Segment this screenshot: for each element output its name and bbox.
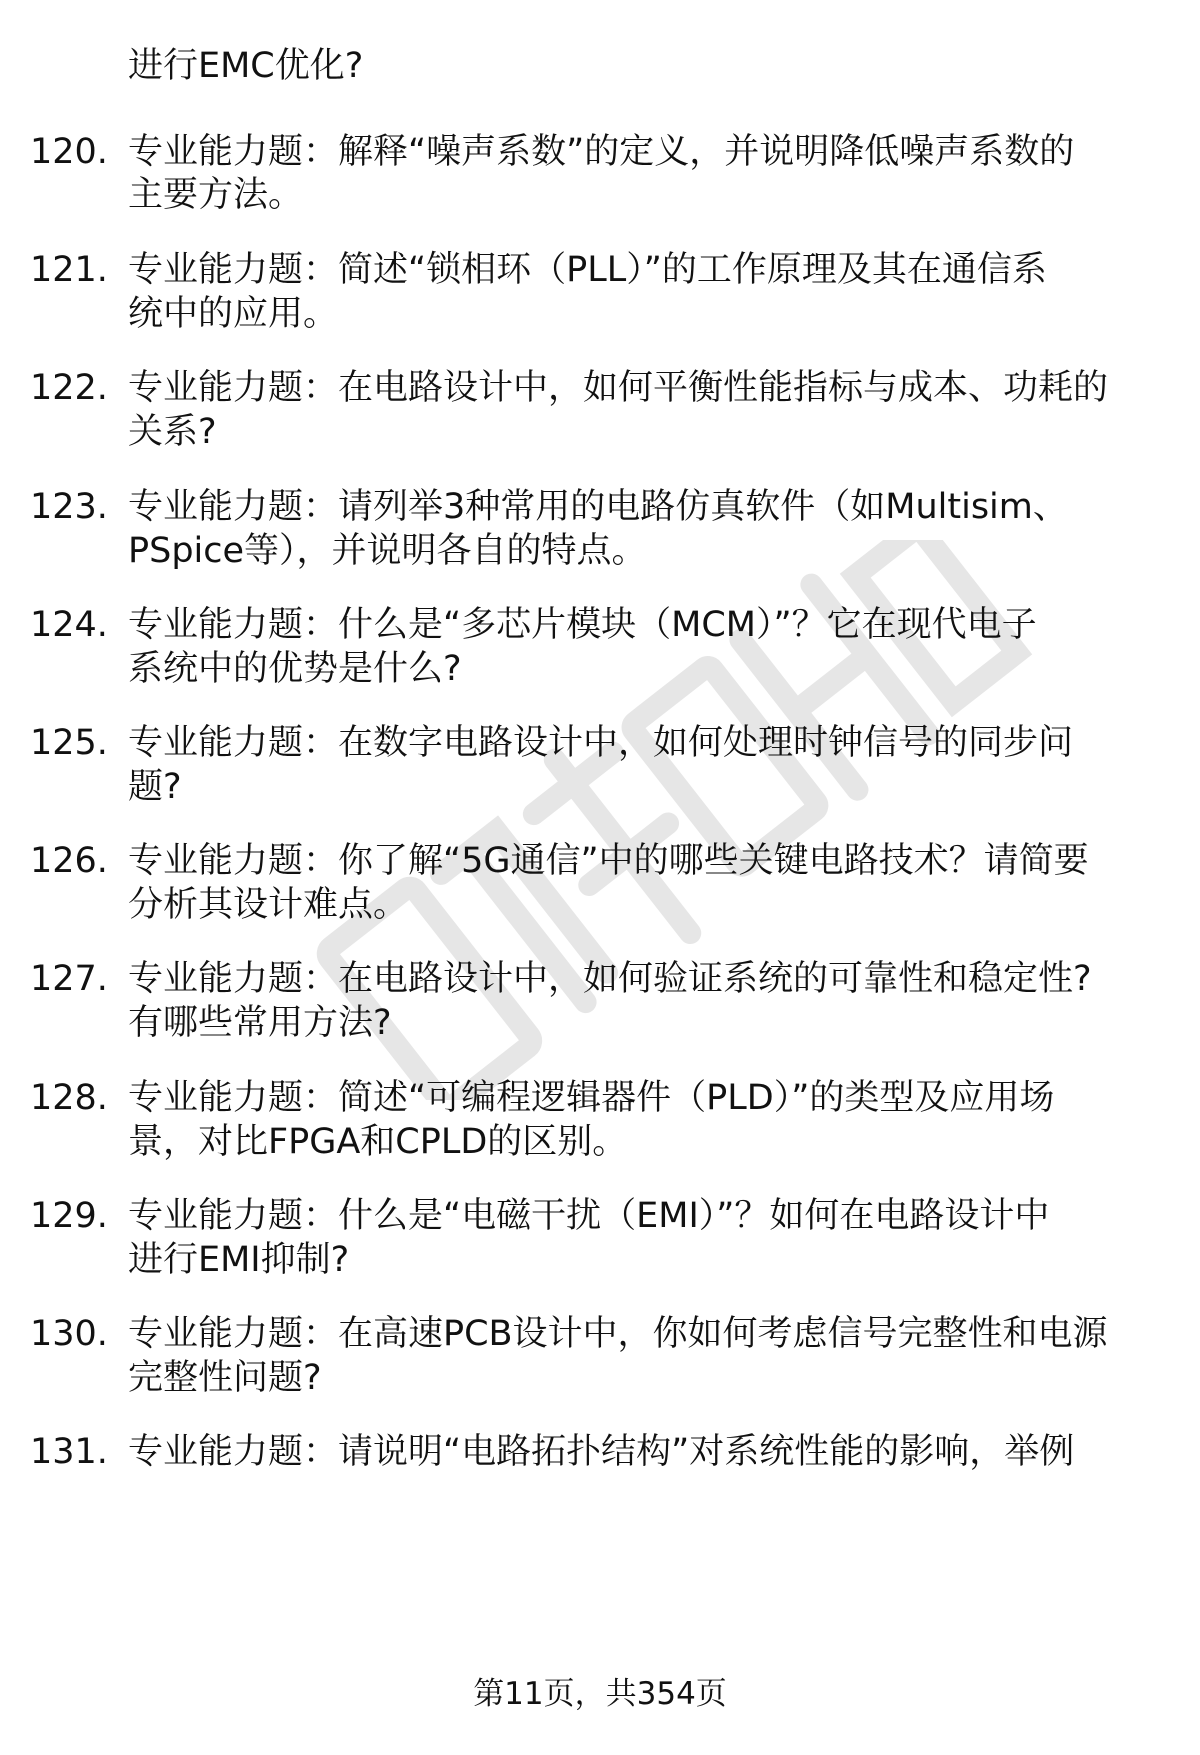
question-text-line: 景，对比FPGA和CPLD的区别。 — [128, 1122, 628, 1162]
question-number: 122. — [30, 368, 108, 408]
question-text-line: PSpice等），并说明各自的特点。 — [128, 531, 647, 571]
question-number: 131. — [30, 1432, 108, 1472]
question-text-line: 主要方法。 — [128, 175, 304, 215]
question-text-line: 统中的应用。 — [128, 294, 339, 334]
question-number: 130. — [30, 1314, 108, 1354]
question-text-line: 专业能力题：解释“噪声系数”的定义，并说明降低噪声系数的 — [128, 132, 1075, 172]
question-text-line: 有哪些常用方法? — [128, 1003, 392, 1043]
question-number: 121. — [30, 250, 108, 290]
question-number: 120. — [30, 132, 108, 172]
question-text-line: 进行EMI抑制? — [128, 1240, 350, 1280]
page-footer: 第11页，共354页 — [473, 1676, 727, 1712]
question-text-line: 进行EMC优化? — [128, 46, 364, 86]
question-text-line: 专业能力题：在电路设计中，如何验证系统的可靠性和稳定性? — [128, 959, 1092, 999]
question-text-line: 专业能力题：在电路设计中，如何平衡性能指标与成本、功耗的 — [128, 368, 1109, 408]
question-number: 128. — [30, 1078, 108, 1118]
question-number: 123. — [30, 487, 108, 527]
question-text-line: 专业能力题：你了解“5G通信”中的哪些关键电路技术？请简要 — [128, 841, 1089, 881]
question-text-line: 关系? — [128, 412, 217, 452]
question-text-line: 专业能力题：简述“可编程逻辑器件（PLD）”的类型及应用场 — [128, 1078, 1055, 1118]
question-text-line: 专业能力题：在数字电路设计中，如何处理时钟信号的同步问 — [128, 723, 1074, 763]
question-text-line: 专业能力题：什么是“电磁干扰（EMI）”？如何在电路设计中 — [128, 1196, 1050, 1236]
question-text-line: 专业能力题：请列举3种常用的电路仿真软件（如Multisim、 — [128, 487, 1068, 527]
question-text-line: 专业能力题：什么是“多芯片模块（MCM）”？它在现代电子 — [128, 605, 1037, 645]
question-number: 124. — [30, 605, 108, 645]
question-text-line: 专业能力题：请说明“电路拓扑结构”对系统性能的影响，举例 — [128, 1432, 1075, 1472]
question-text-line: 题? — [128, 767, 182, 807]
question-text-line: 专业能力题：在高速PCB设计中，你如何考虑信号完整性和电源 — [128, 1314, 1108, 1354]
question-number: 125. — [30, 723, 108, 763]
question-text-line: 完整性问题? — [128, 1358, 322, 1398]
question-number: 126. — [30, 841, 108, 881]
question-text-line: 系统中的优势是什么? — [128, 649, 462, 689]
question-text-line: 分析其设计难点。 — [128, 885, 409, 925]
question-number: 129. — [30, 1196, 108, 1236]
question-number: 127. — [30, 959, 108, 999]
question-text-line: 专业能力题：简述“锁相环（PLL）”的工作原理及其在通信系 — [128, 250, 1047, 290]
